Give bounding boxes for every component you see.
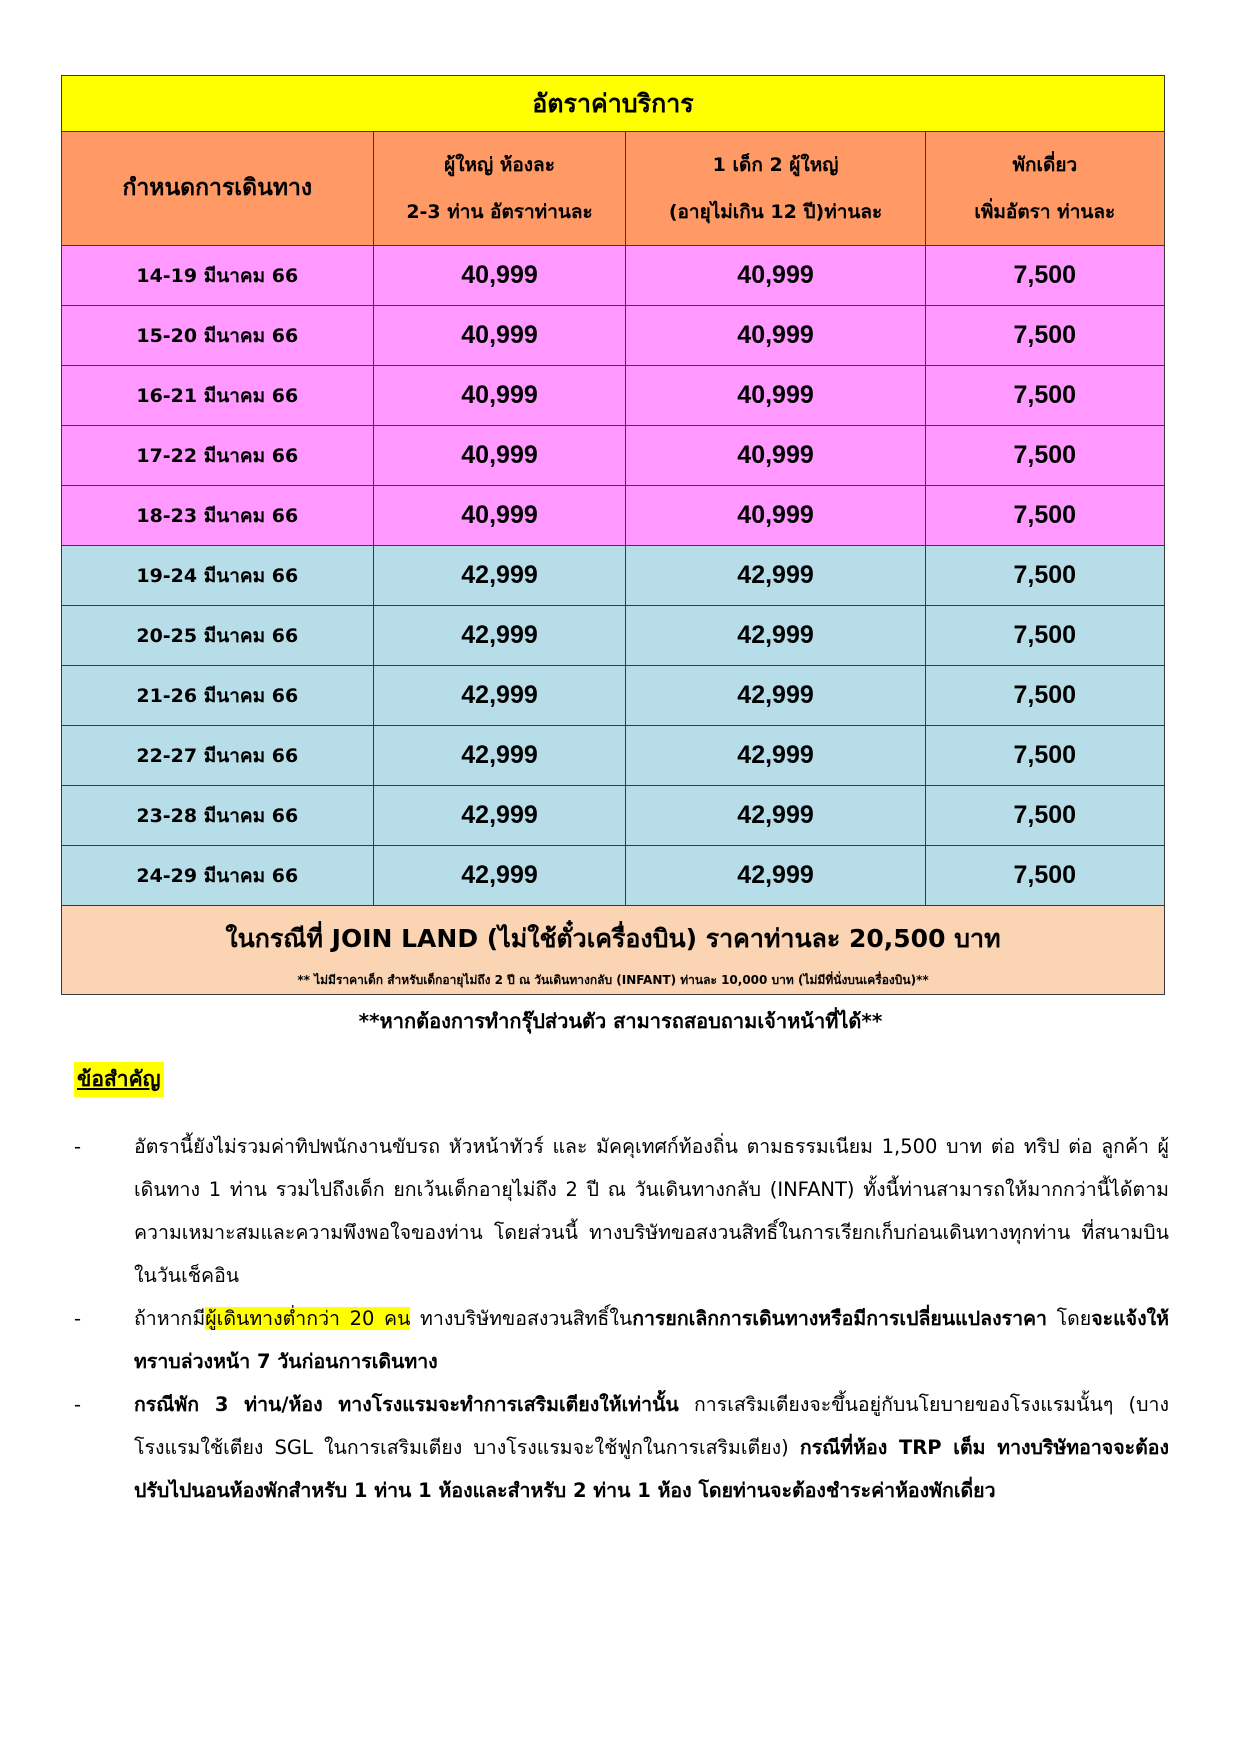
cell-child-price: 42,999 xyxy=(626,666,925,726)
cell-child-price: 42,999 xyxy=(626,546,925,606)
private-group-note: **หากต้องการทำกรุ๊ปส่วนตัว สามารถสอบถามเจ้าหน้าที่ได้** xyxy=(358,1009,883,1033)
note-bold-text: กรณีที่ห้อง TRP เต็ม ทางบริษัทอาจจะต้องปรับไปนอนห้องพักสำหรับ 1 ท่าน 1 ห้องและสำหรับ 2 ท่าน 1 ห้อง โดยท่านจะต้องชำระค่าห้องพักเดี่ยว xyxy=(134,1436,1169,1502)
note-triple-room xyxy=(74,1383,1169,1512)
cell-adult-price: 42,999 xyxy=(373,726,626,786)
table-row xyxy=(62,366,1165,426)
note-text: ทางบริษัทขอสงวนสิทธิ์ใน xyxy=(410,1307,633,1330)
cell-date: 21-26 มีนาคม 66 xyxy=(62,666,374,726)
note-text: ถ้าหากมี xyxy=(134,1307,206,1330)
cell-date: 16-21 มีนาคม 66 xyxy=(62,366,374,426)
table-row xyxy=(62,786,1165,846)
cell-child-price: 40,999 xyxy=(626,426,925,486)
cell-single-supplement: 7,500 xyxy=(925,246,1164,306)
cell-adult-price: 42,999 xyxy=(373,606,626,666)
cell-single-supplement: 7,500 xyxy=(925,486,1164,546)
note-bold-text: กรณีพัก 3 ท่าน/ห้อง ทางโรงแรมจะทำการเสริมเตียงให้เท่านั้น xyxy=(134,1393,679,1416)
table-row xyxy=(62,246,1165,306)
header-single-line1: พักเดี่ยว xyxy=(1012,153,1078,176)
cell-adult-price: 40,999 xyxy=(373,366,626,426)
cell-single-supplement: 7,500 xyxy=(925,426,1164,486)
cell-date: 20-25 มีนาคม 66 xyxy=(62,606,374,666)
cell-date: 23-28 มีนาคม 66 xyxy=(62,786,374,846)
note-tips-text: อัตรานี้ยังไม่รวมค่าทิปพนักงานขับรถ หัวหน้าทัวร์ และ มัคคุเทศก์ท้องถิ่น ตามธรรมเนียม 1,500 บาท ต่อ ทริป ต่อ ลูกค้า ผู้เดินทาง 1 ท่าน รวมไปถึงเด็ก ยกเว้นเด็กอายุไม่ถึง 2 ปี ณ วันเดินทางกลับ (INFANT) ทั้งนี้ท่านสามารถให้มากกว่านี้ได้ตามความเหมาะสมและความพึงพอใจของท่าน โดยส่วนนี้ ทางบริษัทขอสงวนสิทธิ์ในการเรียกเก็บก่อนเดินทางทุกท่าน ที่สนามบิน ในวันเช็คอิน xyxy=(134,1135,1169,1287)
cell-date: 22-27 มีนาคม 66 xyxy=(62,726,374,786)
note-tips xyxy=(74,1125,1169,1297)
cell-single-supplement: 7,500 xyxy=(925,666,1164,726)
cell-adult-price: 42,999 xyxy=(373,786,626,846)
cell-child-price: 40,999 xyxy=(626,306,925,366)
table-row xyxy=(62,306,1165,366)
header-single xyxy=(925,132,1164,246)
table-row xyxy=(62,726,1165,786)
table-row xyxy=(62,546,1165,606)
cell-child-price: 42,999 xyxy=(626,846,925,906)
cell-single-supplement: 7,500 xyxy=(925,726,1164,786)
bullet-dash: - xyxy=(74,1393,82,1416)
cell-child-price: 40,999 xyxy=(626,246,925,306)
header-child-line2: (อายุไม่เกิน 12 ปี)ท่านละ xyxy=(668,200,883,223)
cell-adult-price: 42,999 xyxy=(373,666,626,726)
infant-note: ** ไม่มีราคาเด็ก สำหรับเด็กอายุไม่ถึง 2 ปี ณ วันเดินทางกลับ (INFANT) ท่านละ 10,000 บาท (ไม่มีที่นั่งบนเครื่องบิน)** xyxy=(297,972,929,987)
header-child-line1: 1 เด็ก 2 ผู้ใหญ่ xyxy=(712,153,839,176)
rate-table xyxy=(61,75,1165,995)
table-row xyxy=(62,606,1165,666)
header-adult xyxy=(373,132,626,246)
bullet-dash: - xyxy=(74,1135,82,1158)
note-bold-text: การยกเลิกการเดินทางหรือมีการเปลี่ยนแปลงราคา xyxy=(632,1307,1048,1330)
cell-adult-price: 40,999 xyxy=(373,306,626,366)
cell-date: 15-20 มีนาคม 66 xyxy=(62,306,374,366)
cell-child-price: 42,999 xyxy=(626,726,925,786)
cell-date: 17-22 มีนาคม 66 xyxy=(62,426,374,486)
cell-child-price: 40,999 xyxy=(626,366,925,426)
header-child xyxy=(626,132,925,246)
highlight-min-travelers: ผู้เดินทางต่ำกว่า 20 คน xyxy=(205,1307,411,1330)
header-date: กำหนดการเดินทาง xyxy=(62,132,374,246)
cell-adult-price: 40,999 xyxy=(373,486,626,546)
note-min-travelers xyxy=(74,1297,1169,1383)
cell-single-supplement: 7,500 xyxy=(925,846,1164,906)
cell-single-supplement: 7,500 xyxy=(925,786,1164,846)
note-text: โดย xyxy=(1047,1307,1092,1330)
header-adult-line1: ผู้ใหญ่ ห้องละ xyxy=(444,153,555,176)
cell-child-price: 42,999 xyxy=(626,606,925,666)
cell-child-price: 40,999 xyxy=(626,486,925,546)
cell-single-supplement: 7,500 xyxy=(925,306,1164,366)
important-notes xyxy=(74,1125,1169,1512)
table-row xyxy=(62,486,1165,546)
bullet-dash: - xyxy=(74,1307,82,1330)
table-body xyxy=(62,246,1165,906)
note-bold-text: จะแจ้งให้ทราบล่วงหน้า 7 วันก่อนการเดินทาง xyxy=(134,1307,1170,1373)
important-heading: ข้อสำคัญ xyxy=(74,1062,164,1097)
cell-date: 24-29 มีนาคม 66 xyxy=(62,846,374,906)
cell-child-price: 42,999 xyxy=(626,786,925,846)
cell-adult-price: 42,999 xyxy=(373,546,626,606)
join-land-price: ในกรณีที่ JOIN LAND (ไม่ใช้ตั๋วเครื่องบิน) ราคาท่านละ 20,500 บาท xyxy=(225,923,1001,953)
cell-single-supplement: 7,500 xyxy=(925,606,1164,666)
table-header-row xyxy=(62,132,1165,246)
note-text: การเสริมเตียงจะขึ้นอยู่กับนโยบายของโรงแรมนั้นๆ (บางโรงแรมใช้เตียง SGL ในการเสริมเตียง บางโรงแรมจะใช้ฟูกในการเสริมเตียง) xyxy=(134,1393,1169,1459)
table-row xyxy=(62,666,1165,726)
header-single-line2: เพิ่มอัตรา ท่านละ xyxy=(974,200,1116,223)
table-title: อัตราค่าบริการ xyxy=(62,76,1165,132)
cell-date: 14-19 มีนาคม 66 xyxy=(62,246,374,306)
cell-date: 18-23 มีนาคม 66 xyxy=(62,486,374,546)
table-row xyxy=(62,426,1165,486)
cell-date: 19-24 มีนาคม 66 xyxy=(62,546,374,606)
cell-single-supplement: 7,500 xyxy=(925,546,1164,606)
header-adult-line2: 2-3 ท่าน อัตราท่านละ xyxy=(406,200,593,223)
table-row xyxy=(62,846,1165,906)
cell-adult-price: 40,999 xyxy=(373,426,626,486)
cell-adult-price: 42,999 xyxy=(373,846,626,906)
cell-adult-price: 40,999 xyxy=(373,246,626,306)
join-land-cell xyxy=(62,906,1165,995)
cell-single-supplement: 7,500 xyxy=(925,366,1164,426)
